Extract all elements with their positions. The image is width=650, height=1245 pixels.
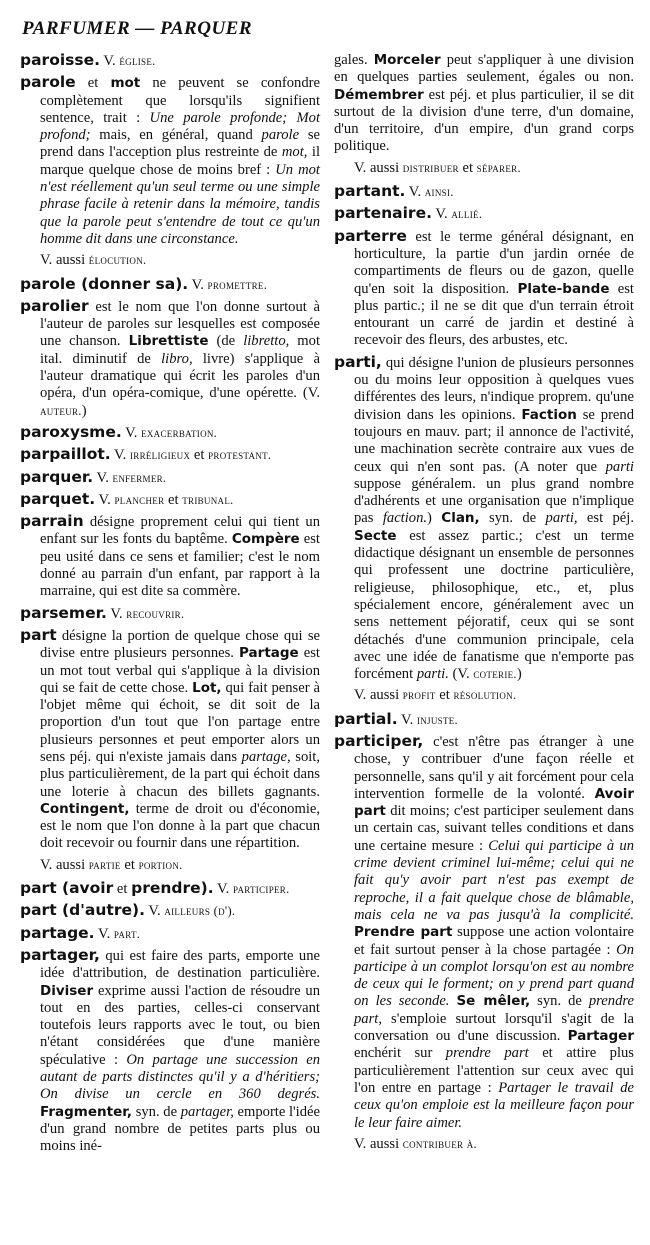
entry-parole: parole et mot ne peuvent se confondre complètement que lorsqu'ils signifient sentence, trait : Une parole profonde; Mot profond; mais, en général, quand parole se prend dans l'acception plus restreinte de mot, il marque quelque chose de moins bref : Un mot n'est réellement qu'un seul terme ou une simple phrase facile à retenir dans la mémoire, tandis que la parole peut s'entendre de tout ce qu'un homme dit dans une circonstance.	[20, 73, 321, 247]
entry-part: part désigne la portion de quelque chose qui se divise entre plusieurs personnes. Partage est un mot tout verbal qui s'applique à la division qui se fait de cette chose. Lot, qui fait penser à l'objet même qui échoit, se dit soit de la proportion d'un tout que l'on partage entre plusieurs personnes et peut emporter alors un sens péj. qui n'existe jamais dans partage, soit, plus particulièrement, de la part qui échoit dans une loterie à chacun des billets gagnants. Contingent, terme de droit ou d'économie, est le nom que l'on donne à la part que chacun doit recevoir ou fournir dans une répartition.	[20, 625, 320, 852]
entry-partenaire: partenaire. V. allié.	[334, 204, 483, 223]
see-also-part: V. aussi partie et portion.	[40, 856, 183, 873]
entry-partage: partage. V. part.	[20, 923, 141, 942]
entry-parrain: parrain désigne proprement celui qui tient un enfant sur les fonts du baptême. Compère est peu usité dans ce sens et familier; c'est le nom donné au parrain d'un enfant, par rapport à la marraine, qui est dite sa commère.	[20, 512, 320, 600]
see-also-parole: V. aussi élocution.	[40, 252, 147, 269]
entry-parolier: parolier est le nom que l'on donne surtout à l'auteur de paroles sur lesquelles est composée une chanson. Librettiste (de libretto, mot ital. diminutif de libro, livre) s'applique à l'auteur dramatique qui écrit les paroles d'un opéra, d'un opéra-comique, d'une opérette. (V. auteur.)	[20, 296, 320, 419]
entry-part-autre: part (d'autre). V. ailleurs (d').	[20, 901, 236, 920]
see-also-parti: V. aussi profit et résolution.	[354, 687, 517, 704]
entry-parpaillot: parpaillot. V. irréligieux et protestant.	[20, 445, 272, 464]
right-column	[334, 52, 634, 1160]
running-head: PARFUMER — PARQUER	[22, 18, 253, 39]
entry-partant: partant. V. ainsi.	[334, 182, 454, 201]
entry-parquer: parquer. V. enfermer.	[20, 467, 167, 486]
left-column	[20, 52, 320, 1160]
entry-paroxysme: paroxysme. V. exacerbation.	[20, 422, 218, 441]
entry-participer: participer, c'est n'être pas étranger à une chose, y contribuer d'une façon réelle et personnelle, sans qu'il y ait forcément pour cela intervention formelle de la volonté. Avoir part dit moins; c'est participer seulement dans un certain cas, suivant telles conditions et dans une certaine mesure : Celui qui participe à un crime devient criminel lui-même; celui qui ne fait qu'y avoir part n'est pas exempt de reproche, il a fait quelque chose de blâmable, mais cela ne va pas jusqu'à la complicité. Prendre part suppose une action volontaire et fait surtout penser à la chose partagée : On participe à un complot lorsqu'on est au nombre de ceux qui le forment; on y prend part quand on les seconde. Se mêler, syn. de prendre part, s'emploie surtout lorsqu'il s'agit de la conversation ou d'une discussion. Partager enchérit sur prendre part et attire plus particulièrement l'attention sur ceux avec qui l'on entre en partage : Partager le travail de ceux qu'on emploie est la meilleure façon pour le leur faire aimer.	[334, 731, 634, 1131]
entry-parsemer: parsemer. V. recouvrir.	[20, 603, 185, 622]
entry-partager: partager, qui est faire des parts, emporte une idée d'attribution, de destination particulière. Diviser exprime aussi l'action de résoudre un tout en des parties, celles-ci conservant toutefois leurs rapports avec le tout, ou bien n'étant considérées que d'une manière spéculative : On partage une succession en autant de parts distinctes qu'il y a d'héritiers; On divise un cercle en 360 degrés. Fragmenter, syn. de partager, emporte l'idée d'un grand nombre de petites parts plus ou moins iné-	[20, 945, 321, 1155]
entry-partial: partial. V. injuste.	[334, 709, 458, 728]
columns	[20, 52, 634, 1160]
entry-paroisse: paroisse. V. église.	[20, 51, 156, 69]
entry-part-avoir: part (avoir et prendre). V. participer.	[20, 879, 290, 898]
entry-parole-donner: parole (donner sa). V. promettre.	[20, 274, 268, 293]
see-also-partager-cont: V. aussi distribuer et séparer.	[354, 159, 521, 176]
entry-parti: parti, qui désigne l'union de plusieurs personnes ou du moins leur opposition à quelques vues différentes des leurs, n'indique proprem. qu'une division dans les opinions. Faction se prend toujours en mauv. part; il annonce de l'activité, une machination secrète contraire aux vues de ceux qui n'en sont pas. (A noter que parti suppose généralem. un plus grand nombre d'adhérents et une organisation que n'implique pas faction.) Clan, syn. de parti, est péj. Secte est assez partic.; c'est un terme didactique désignant un ensemble de personnes qui professent une doctrine particulière, religieuse, philosophique, etc., et, plus spécialement encore, généralement avec un sens nettement péjoratif, ceux qui se sont détachés d'une communion principale, cela avec une idée de fanatisme que n'emporte pas forcément parti. (V. coterie.)	[334, 352, 634, 683]
see-also-participer: V. aussi contribuer à.	[354, 1135, 477, 1152]
entry-parterre: parterre est le terme général désignant, en horticulture, la partie d'un jardin ornée de compartiments de fleurs ou de gazon, quelle qu'en soit la disposition. Plate-bande est plus partic.; il ne se dit que d'un terrain étroit entourant un carré de jardin et destiné à recevoir des fleurs, des arbustes, etc.	[334, 226, 634, 349]
entry-parquet: parquet. V. plancher et tribunal.	[20, 489, 234, 508]
entry-partager-cont: gales. Morceler peut s'appliquer à une division en quelques parties seulement, égales ou non. Démembrer est péj. et plus particulier, il se dit surtout de la division d'une terre, d'un domaine, d'un territoire, d'un empire, d'un grand corps politique.	[334, 52, 634, 155]
